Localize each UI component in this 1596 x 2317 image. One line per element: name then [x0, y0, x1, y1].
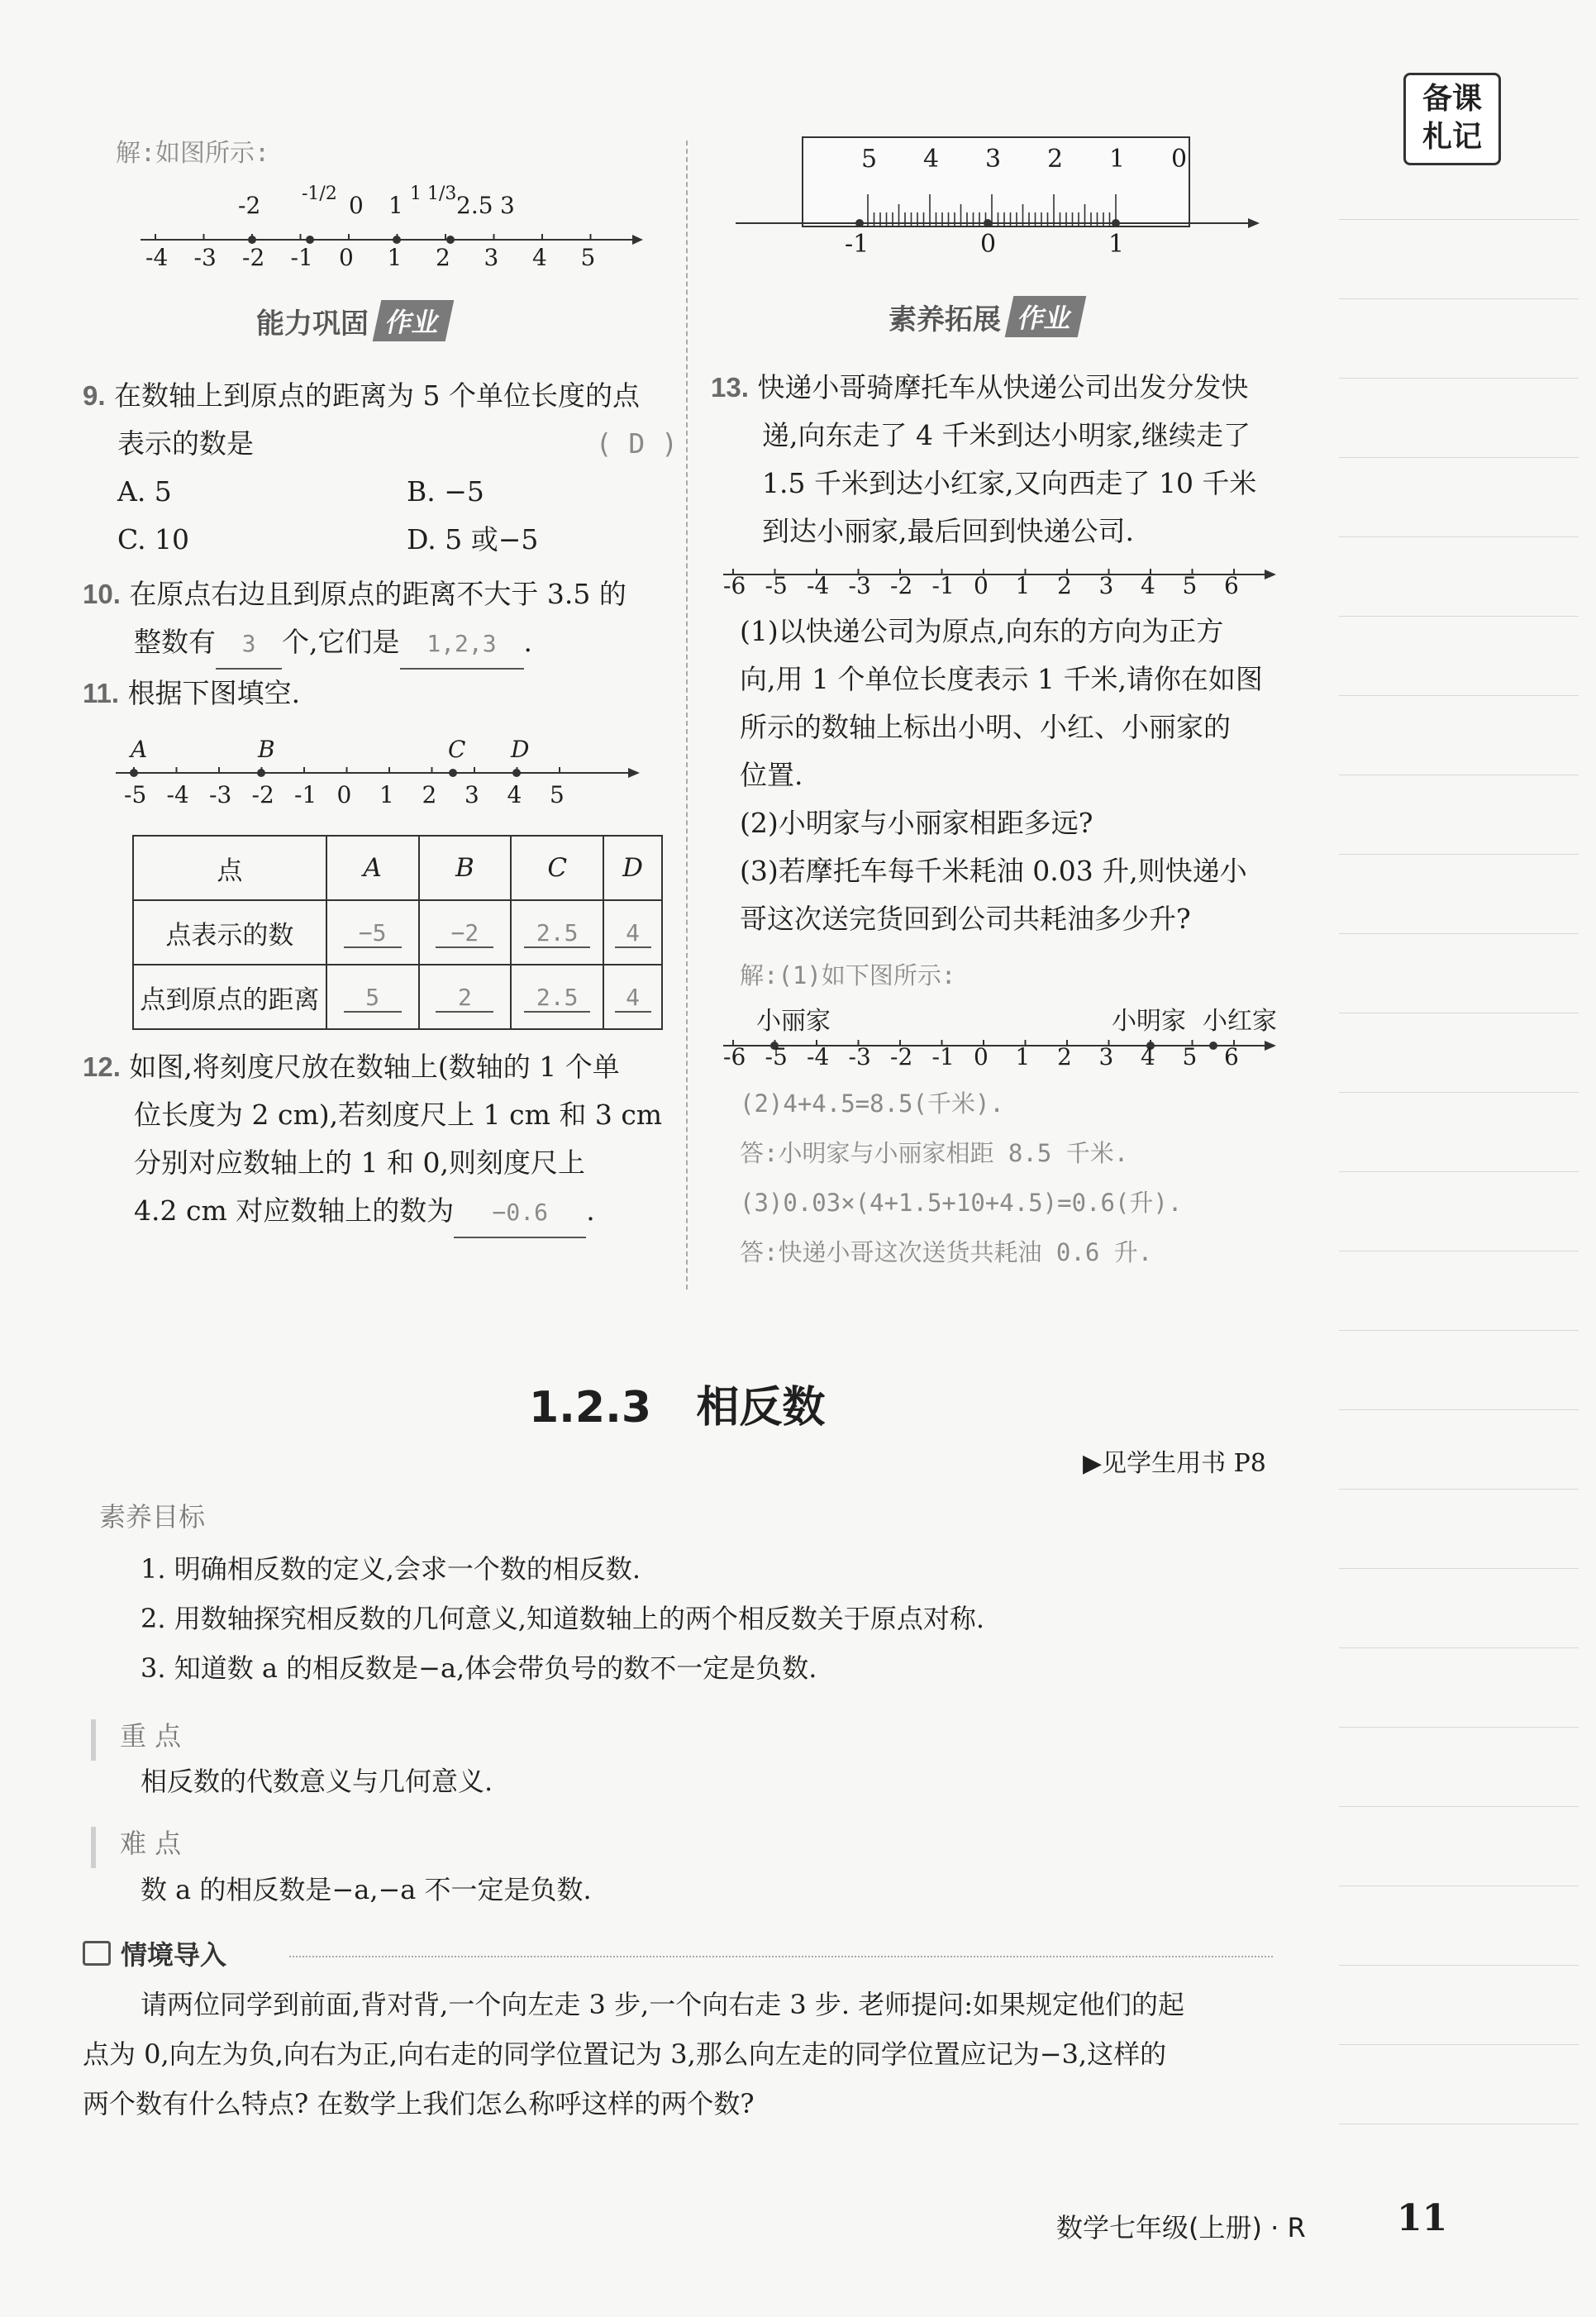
q11-tick-labels — [116, 781, 645, 814]
tick-label: 4 — [1141, 572, 1155, 599]
page-number: 11 — [1397, 2197, 1448, 2239]
q10-answer-count: 3 — [216, 620, 282, 670]
tick-label: -4 — [807, 572, 830, 599]
ruler-number: 2 — [1047, 145, 1064, 174]
hard-bar — [91, 1827, 96, 1868]
tick-label: -1 — [931, 572, 955, 599]
tick-label: 5 — [1182, 1043, 1198, 1070]
column-divider — [686, 141, 688, 1290]
key-label: 重 点 — [120, 1720, 182, 1752]
ruler-number: 0 — [1171, 145, 1188, 174]
q13-solution-rest: (2)4+4.5=8.5(千米). 答:小明家与小丽家相距 8.5 千米. (3)0.03×(4+1.5+10+4.5)=0.6(升). 答:快递小哥这次送货共耗油 0.6 升. — [740, 1089, 1183, 1266]
dot-C — [449, 769, 457, 777]
tick-label: 0 — [336, 781, 352, 808]
dot-D — [512, 769, 521, 777]
hard-text: 数 a 的相反数是−a,−a 不一定是负数. — [141, 1874, 592, 1905]
lbl-three: 3 — [500, 192, 515, 219]
tick-label: -1 — [294, 781, 317, 808]
tick-label: 2 — [436, 244, 450, 271]
tick-label: 0 — [974, 572, 989, 599]
tick-label: -1 — [931, 1043, 955, 1070]
tick-label: 1 — [379, 781, 394, 808]
lbl-neg2: -2 — [238, 192, 261, 219]
footer-book: 数学七年级(上册) · R — [1056, 2212, 1306, 2243]
tick-label: -2 — [890, 1043, 913, 1070]
tick-label: 2 — [1057, 572, 1072, 599]
tick-label: -1 — [290, 244, 313, 271]
tick-label: 3 — [484, 244, 499, 271]
ruler-number: 3 — [985, 145, 1002, 174]
ruler-number: 5 — [861, 145, 878, 174]
lbl-neg-half: -1/2 — [302, 184, 337, 204]
play-triangle-icon: ▶ — [1083, 1449, 1103, 1478]
tick-label: 6 — [1224, 572, 1239, 599]
q13-answer-tick-labels — [723, 1043, 1285, 1076]
lbl-zero: 0 — [349, 192, 364, 219]
tick-label: 0 — [339, 244, 354, 271]
tick-label: -3 — [209, 781, 232, 808]
student-book-ref: ▶见学生用书 P8 — [1083, 1449, 1266, 1478]
tick-label: -6 — [723, 1043, 746, 1070]
tick-label: 2 — [1057, 1043, 1072, 1070]
solution-tick-labels — [132, 244, 645, 277]
solution-point-labels — [132, 184, 645, 225]
tick-label: 1 — [1015, 572, 1031, 599]
question-11: 11. 根据下图填空. — [83, 677, 301, 709]
dot-25 — [446, 236, 455, 244]
section-extension: 素养拓展 作业 — [889, 293, 1082, 340]
tick-label: 3 — [1098, 572, 1114, 599]
tick-label: -4 — [145, 244, 169, 271]
tick-label: -4 — [166, 781, 189, 808]
question-10: 10. 在原点右边且到原点的距离不大于 3.5 的 整数有 3 个,它们是 1,2,3 . — [83, 570, 678, 670]
tick-label: -2 — [251, 781, 274, 808]
lbl-one-third: 1 1/3 — [410, 184, 457, 204]
tick-label: -2 — [890, 572, 913, 599]
goals-list: 1. 明确相反数的定义,会求一个数的相反数. 2. 用数轴探究相反数的几何意义,知道数轴上的两个相反数关于原点对称. 3. 知道数 a 的相反数是−a,体会带负号的数不一定是负数. — [141, 1553, 985, 1684]
tick-label: 5 — [1182, 572, 1198, 599]
tick-label: 4 — [507, 781, 522, 808]
key-text: 相反数的代数意义与几何意义. — [141, 1766, 493, 1797]
dot-one-third — [393, 236, 401, 244]
hard-label: 难 点 — [120, 1828, 182, 1859]
lbl-25: 2.5 — [456, 192, 493, 219]
tick-label: -5 — [765, 1043, 788, 1070]
question-13: 13. 快递小哥骑摩托车从快递公司出发分发快 递,向东走了 4 千米到达小明家,继续走了 1.5 千米到达小红家,又向西走了 10 千米 到达小丽家,最后回到快递公司. — [711, 371, 1257, 547]
q9-answer: ( D ) — [595, 427, 678, 460]
question-9: 9. 在数轴上到原点的距离为 5 个单位长度的点 表示的数是 ( D ) A. 5 B. −5 C. 10 D. 5 或−5 — [83, 379, 678, 555]
tick-label: -4 — [807, 1043, 830, 1070]
q11-table: 点 A B C D 点表示的数 −5 −2 2.5 4 点到原点的距离 5 2 2.5 4 — [132, 835, 663, 1030]
ruler-number: 4 — [923, 145, 940, 174]
tick-label: 3 — [465, 781, 479, 808]
dot-neg-half — [306, 236, 314, 244]
corner-badge: 备课 札记 — [1403, 73, 1501, 165]
key-bar — [91, 1719, 96, 1761]
ruler-numbers — [803, 145, 1192, 178]
dot-neg2 — [248, 236, 256, 244]
tick-label: 2 — [422, 781, 437, 808]
tick-label: 5 — [550, 781, 565, 808]
section-title: 1.2.3 相反数 — [529, 1383, 826, 1433]
q12-answer: −0.6 — [454, 1189, 586, 1238]
tick-label: -6 — [723, 572, 746, 599]
tick-label: 4 — [532, 244, 547, 271]
ruler-axis — [736, 211, 1265, 236]
tick-label: -5 — [765, 572, 788, 599]
tick-label: 1 — [1015, 1043, 1031, 1070]
dot-A — [130, 769, 138, 777]
lbl-one: 1 — [388, 192, 403, 219]
intro-divider — [289, 1956, 1273, 1957]
solution-label: 解:如图所示: — [116, 139, 270, 168]
q13-tick-labels — [723, 572, 1285, 605]
tick-label: -5 — [124, 781, 147, 808]
section-ability: 能力巩固 作业 — [256, 298, 450, 344]
tick-label: 3 — [1098, 1043, 1114, 1070]
tick-label: -3 — [848, 1043, 871, 1070]
tick-label: -3 — [193, 244, 217, 271]
tick-label: 5 — [580, 244, 596, 271]
question-12: 12. 如图,将刻度尺放在数轴上(数轴的 1 个单 位长度为 2 cm),若刻度尺上 1 cm 和 3 cm 分别对应数轴上的 1 和 0,则刻度尺上 4.2 cm 对应数轴上的数为 −0.6 . — [83, 1043, 678, 1238]
q13-solution-1: 解:(1)如下图所示: — [740, 961, 956, 989]
tick-label: -3 — [848, 572, 871, 599]
tick-label: 0 — [974, 1043, 989, 1070]
tick-label: 6 — [1224, 1043, 1239, 1070]
notes-lines — [1339, 141, 1579, 2124]
q13-parts: (1)以快递公司为原点,向东的方向为正方 向,用 1 个单位长度表示 1 千米,请你在如图 所示的数轴上标出小明、小红、小丽家的 位置. (2)小明家与小丽家相距多远? (3)若摩托车每千米耗油 0.03 升,则快递小 哥这次送完货回到公司共耗油多少升? — [740, 615, 1263, 935]
tick-label: 1 — [387, 244, 403, 271]
ruler-number: 1 — [1109, 145, 1126, 174]
monitor-icon — [83, 1941, 111, 1966]
goals-label: 素养目标 — [99, 1501, 206, 1533]
tick-label: 4 — [1141, 1043, 1155, 1070]
tick-label: -2 — [242, 244, 265, 271]
q10-answer-list: 1,2,3 — [400, 620, 524, 670]
intro-header: 情境导入 — [83, 1934, 226, 1972]
dot-B — [257, 769, 265, 777]
intro-text: 请两位同学到前面,背对背,一个向左走 3 步,一个向右走 3 步. 老师提问:如果规定他们的起 点为 0,向左为负,向右为正,向右走的同学位置记为 3,那么向左走的同学位置应记为−3,这样的 两个数有什么特点? 在数学上我们怎么称呼这样的两个数? — [83, 1989, 1185, 2119]
